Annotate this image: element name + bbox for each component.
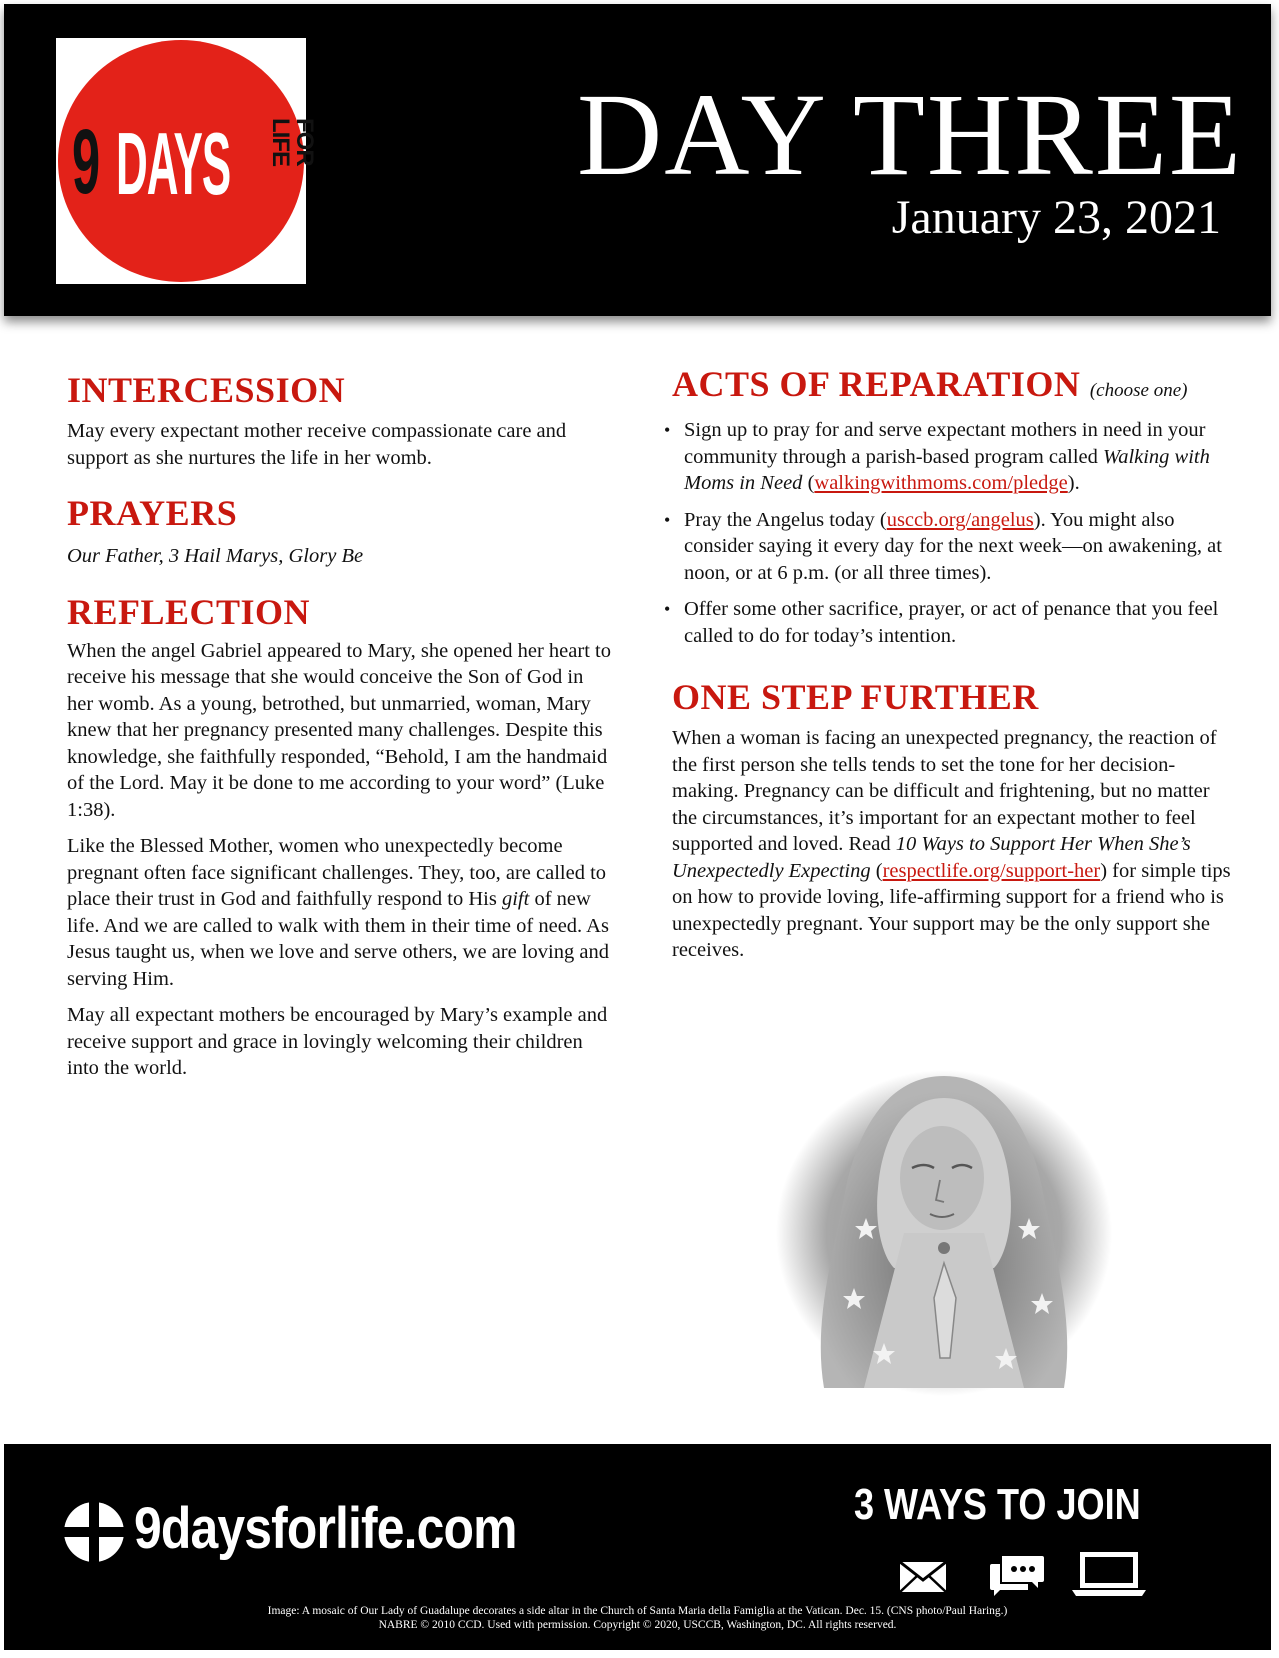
- envelope-icon[interactable]: [898, 1560, 948, 1594]
- laptop-icon[interactable]: [1072, 1550, 1146, 1598]
- reflection-p2-text-a: Like the Blessed Mother, women who unexpectedly become pregnant often face significant challenges. They, too, are called to place their trust in God and faithfully respond to His: [67, 835, 607, 910]
- reflection-paragraph-3: May all expectant mothers be encouraged by Mary’s example and receive support and grace in lovingly welcoming their children into the world.: [67, 1004, 608, 1079]
- further-text: [672, 725, 1232, 964]
- image-credit: Image: A mosaic of Our Lady of Guadalupe decorates a side altar in the Church of Santa Maria della Famiglia at the Vatican. Dec. 15. (CNS photo/Paul Haring.): [267, 1605, 1008, 1617]
- reflection-p2-text-b: of new life. And we are called to walk with them in their time of need. As Jesus taught us, when we love and serve others, we are loving and serving Him.: [67, 888, 609, 990]
- item2-text-a: Pray the Angelus today (: [684, 508, 887, 531]
- footer-band: [4, 1444, 1271, 1650]
- reflection-p2-gift: gift: [501, 888, 530, 910]
- left-column: [67, 370, 612, 1082]
- three-ways-heading: 3 WAYS TO JOIN: [854, 1480, 1141, 1529]
- logo-days: DAYS: [116, 114, 231, 213]
- item1-text-a: Sign up to pray for and serve expectant mothers in need in your community through a parish-based program called: [684, 419, 1206, 468]
- page-date: January 23, 2021: [891, 191, 1221, 244]
- list-item: • Offer some other sacrifice, prayer, or act of penance that you feel called to do for today’s intention.: [672, 596, 1232, 649]
- logo-forlife: FOR LIFE: [267, 118, 318, 166]
- logo-wordmark: [72, 111, 318, 216]
- further-text-b: (: [870, 859, 883, 882]
- reparation-heading: [672, 364, 1232, 411]
- reflection-heading: REFLECTION: [67, 591, 311, 632]
- header-band: [4, 4, 1271, 316]
- logo-nine: 9: [72, 111, 101, 213]
- further-heading: ONE STEP FURTHER: [672, 677, 1039, 717]
- reparation-list: [672, 417, 1232, 649]
- site-url[interactable]: 9daysforlife.com: [134, 1496, 517, 1561]
- reparation-heading-text: ACTS OF REPARATION: [672, 364, 1081, 404]
- logo: [56, 38, 318, 284]
- item1-program: Walking with Moms in Need: [684, 445, 1210, 494]
- right-column: [672, 364, 1232, 964]
- prayers-heading: PRAYERS: [67, 493, 238, 533]
- item1-text-b: (: [802, 472, 815, 494]
- copyright-line: NABRE © 2010 CCD. Used with permission. Copyright © 2020, USCCB, Washington, DC. All rights reserved.: [378, 1619, 897, 1631]
- item2-text-b: ). You might also consider saying it every day for the next week—on awakening, at noon, or at 6 p.m. (or all three times).: [684, 508, 1222, 584]
- intercession-text: May every expectant mother receive compassionate care and support as she nurtures the life in her womb.: [67, 420, 567, 469]
- list-item: [672, 417, 1232, 497]
- prayers-text: Our Father, 3 Hail Marys, Glory Be: [67, 545, 364, 567]
- further-text-a: When a woman is facing an unexpected pregnancy, the reaction of the first person she tells tends to set the tone for her decision-making. Pregnancy can be difficult and frightening, but no matter the circumstances, it’s important for an expectant mother to feel supported and loved. Read: [672, 727, 1217, 855]
- further-resource-title: 10 Ways to Support Her When She’s Unexpectedly Expecting: [672, 833, 1191, 882]
- reflection-paragraph-2: [67, 833, 612, 992]
- item1-text-c: ).: [1067, 472, 1080, 494]
- walkingwithmoms-link[interactable]: walkingwithmoms.com/pledge: [814, 472, 1068, 494]
- angelus-link[interactable]: usccb.org/angelus: [886, 508, 1034, 531]
- chat-icon[interactable]: [988, 1554, 1046, 1598]
- intercession-heading: INTERCESSION: [67, 370, 346, 410]
- reflection-paragraph-1: When the angel Gabriel appeared to Mary, she opened her heart to receive his message that she would conceive the Son of God in her womb. As a young, betrothed, but unmarried, woman, Mary knew that her pregnancy presented many challenges. Despite this knowledge, she faithfully responded, “Behold, I am the handmaid of the Lord. May it be done to me according to your word” (Luke 1:38).: [67, 639, 611, 821]
- photo-credits: [4, 1604, 1271, 1632]
- madonna-mosaic-image: [774, 1068, 1114, 1398]
- further-text-c: ) for simple tips on how to provide loving, life-affirming support for a friend who is unexpectedly pregnant. Your support may be the only support she receives.: [672, 859, 1231, 961]
- page-title: DAY THREE: [577, 69, 1243, 200]
- cross-circle-icon: [62, 1500, 126, 1564]
- list-item: [672, 507, 1232, 587]
- respectlife-link[interactable]: respectlife.org/support-her: [882, 859, 1101, 882]
- reparation-note: (choose one): [1089, 380, 1188, 401]
